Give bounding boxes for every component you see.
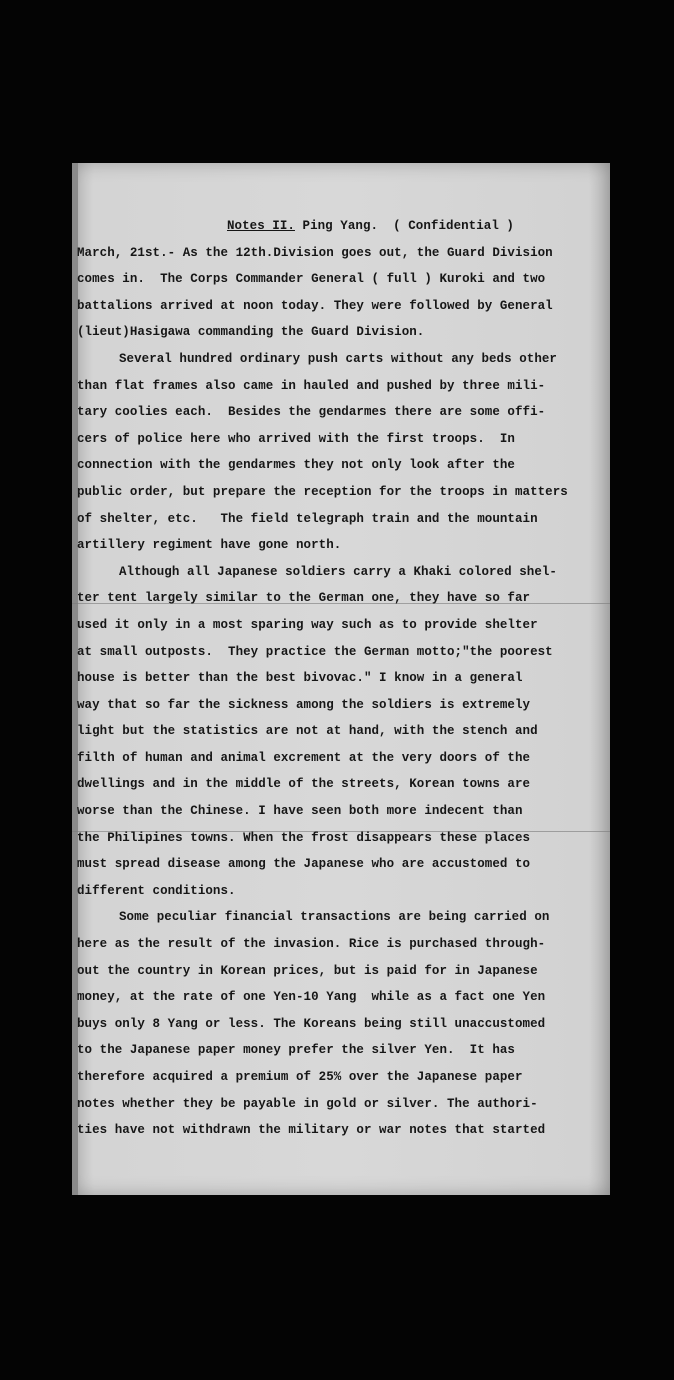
text-line: ties have not withdrawn the military or war notes that started (77, 1123, 546, 1138)
document-title: Notes II. (227, 219, 295, 233)
text-line: Some peculiar financial transactions are being carried on (119, 910, 550, 925)
text-line: buys only 8 Yang or less. The Koreans being still unaccustomed (77, 1016, 546, 1031)
text-line: (lieut)Hasigawa commanding the Guard Division. (77, 325, 425, 340)
text-line: light but the statistics are not at hand, with the stench and (77, 724, 538, 739)
text-line: the Philipines towns. When the frost disappears these places (77, 830, 531, 845)
text-line: at small outposts. They practice the German motto;"the poorest (77, 644, 553, 659)
text-line: artillery regiment have gone north. (77, 538, 342, 553)
text-line: to the Japanese paper money prefer the silver Yen. It has (77, 1043, 515, 1058)
text-line: comes in. The Corps Commander General ( full ) Kuroki and two (77, 272, 546, 287)
text-line: notes whether they be payable in gold or silver. The authori- (77, 1096, 538, 1111)
text-line: house is better than the best bivovac." I know in a general (77, 671, 523, 686)
text-line: tary coolies each. Besides the gendarmes there are some offi- (77, 405, 546, 420)
typewritten-page (72, 163, 610, 1195)
text-line: out the country in Korean prices, but is paid for in Japanese (77, 963, 538, 978)
text-line: different conditions. (77, 883, 236, 898)
document-place: Ping Yang. (302, 219, 379, 233)
text-line: Several hundred ordinary push carts without any beds other (119, 351, 557, 366)
text-line: Although all Japanese soldiers carry a Khaki colored shel- (119, 564, 557, 579)
document-title-line (77, 213, 597, 240)
text-line: battalions arrived at noon today. They were followed by General (77, 298, 553, 313)
text-line: connection with the gendarmes they not only look after the (77, 458, 515, 473)
text-line: March, 21st.- As the 12th.Division goes out, the Guard Division (77, 245, 553, 260)
text-line: than flat frames also came in hauled and pushed by three mili- (77, 378, 546, 393)
text-line: filth of human and animal excrement at the very doors of the (77, 750, 531, 765)
text-line: here as the result of the invasion. Rice is purchased through- (77, 937, 546, 952)
text-line: must spread disease among the Japanese who are accustomed to (77, 857, 531, 872)
text-line: ter tent largely similar to the German one, they have so far (77, 591, 531, 606)
text-line: therefore acquired a premium of 25% over the Japanese paper (77, 1070, 523, 1084)
document-body (77, 213, 597, 1144)
text-line: dwellings and in the middle of the streets, Korean towns are (77, 777, 531, 792)
text-line: money, at the rate of one Yen-10 Yang while as a fact one Yen (77, 990, 546, 1005)
text-line: used it only in a most sparing way such as to provide shelter (77, 617, 538, 632)
text-line: worse than the Chinese. I have seen both more indecent than (77, 804, 523, 819)
text-line: way that so far the sickness among the soldiers is extremely (77, 697, 531, 712)
confidential-note: ( Confidential ) (393, 219, 514, 233)
text-line: of shelter, etc. The field telegraph train and the mountain (77, 511, 538, 526)
text-line: public order, but prepare the reception for the troops in matters (77, 484, 568, 499)
text-line: cers of police here who arrived with the first troops. In (77, 431, 515, 446)
